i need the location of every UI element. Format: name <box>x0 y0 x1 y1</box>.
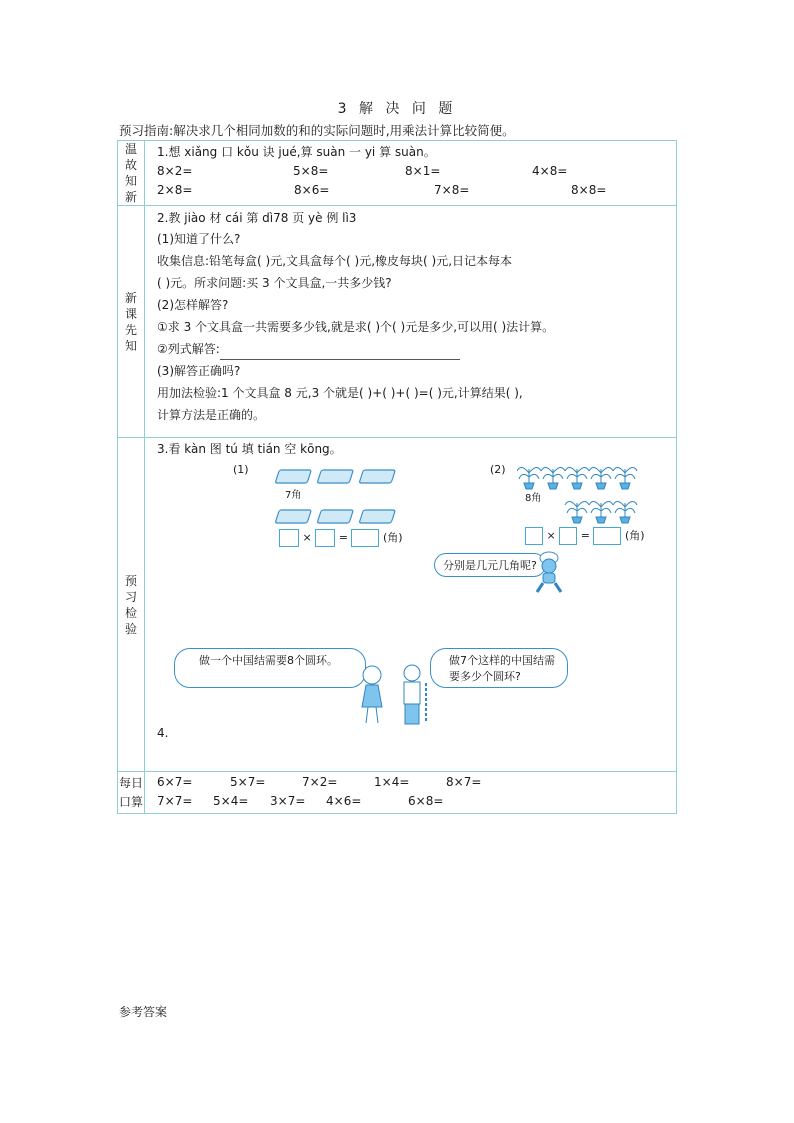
review-heading: 1.想 xiǎng 口 kǒu 诀 jué,算 suàn 一 yi 算 suàn。 <box>157 145 436 159</box>
preview-heading: 3.看 kàn 图 tú 填 tián 空 kōng。 <box>157 442 342 456</box>
product-box[interactable] <box>351 529 379 547</box>
review-label: 温 故 知 新 <box>118 141 145 206</box>
factor-box-1[interactable] <box>279 529 299 547</box>
worksheet-table <box>117 140 677 814</box>
question-4: 4. <box>157 726 169 740</box>
daily-row-2: 7×7= 5×4= 3×7= 4×6= 6×8= <box>157 794 444 808</box>
daily-label: 每日 口算 <box>118 772 145 814</box>
plant-price: 8角 <box>525 493 542 504</box>
answer-blank-line[interactable] <box>220 346 460 360</box>
product-box-2[interactable] <box>593 527 621 545</box>
info-line-1: 收集信息:铅笔每盒( )元,文具盒每个( )元,橡皮每块( )元,日记本每本 <box>157 254 513 268</box>
speech-bubble-girl: 做一个中国结需要8个圆环。 <box>174 648 366 688</box>
preview-row <box>118 438 677 772</box>
factor-box-2[interactable] <box>315 529 335 547</box>
check-line-1: 用加法检验:1 个文具盒 8 元,3 个就是( )+( )+( )=( )元,计算结果( ), <box>157 386 523 400</box>
answers-title: 参考答案 <box>119 1005 168 1019</box>
review-row <box>118 141 677 206</box>
new-heading: 2.教 jiào 材 cái 第 dì78 页 yè 例 lì3 <box>157 211 357 225</box>
new-lesson-row <box>118 206 677 438</box>
problem-2-equation: × = (角) <box>525 527 645 545</box>
daily-row <box>118 772 677 814</box>
check-line-2: 计算方法是正确的。 <box>157 408 266 422</box>
page-title: 3 解 决 问 题 <box>337 101 457 117</box>
speech-bubble-question: 分别是几元几角呢? <box>434 553 546 577</box>
speech-bubble-boy: 做7个这样的中国结需要多少个圆环? <box>430 648 568 688</box>
children-illustration-icon <box>350 663 440 733</box>
eraser-price: 7角 <box>285 490 302 501</box>
step-2: ②列式解答: <box>145 338 676 360</box>
new-lesson-label: 新 课 先 知 <box>118 206 145 438</box>
step-1: ①求 3 个文具盒一共需要多少钱,就是求( )个( )元是多少,可以用( )法计算。 <box>157 320 555 334</box>
daily-row-1: 6×7= 5×7= 7×2= 1×4= 8×7= <box>157 775 482 789</box>
question-2: (2)怎样解答? <box>157 298 229 312</box>
info-line-2: ( )元。所求问题:买 3 个文具盒,一共多少钱? <box>157 276 392 290</box>
factor-box-4[interactable] <box>559 527 577 545</box>
review-row-2: 2×8= 8×6= 7×8= 8×8= <box>157 183 607 197</box>
problem-1-number: (1) <box>233 463 249 476</box>
preview-label: 预 习 检 验 <box>118 438 145 772</box>
question-1: (1)知道了什么? <box>157 232 241 246</box>
factor-box-3[interactable] <box>525 527 543 545</box>
preview-guide: 预习指南:解决求几个相同加数的和的实际问题时,用乘法计算比较简便。 <box>119 123 515 138</box>
problem-1-equation: × = (角) <box>279 529 403 547</box>
problem-2-number: (2) <box>490 463 506 476</box>
review-row-1: 8×2= 5×8= 8×1= 4×8= <box>157 164 568 178</box>
question-3: (3)解答正确吗? <box>157 364 241 378</box>
cartoon-character-icon <box>531 550 567 596</box>
